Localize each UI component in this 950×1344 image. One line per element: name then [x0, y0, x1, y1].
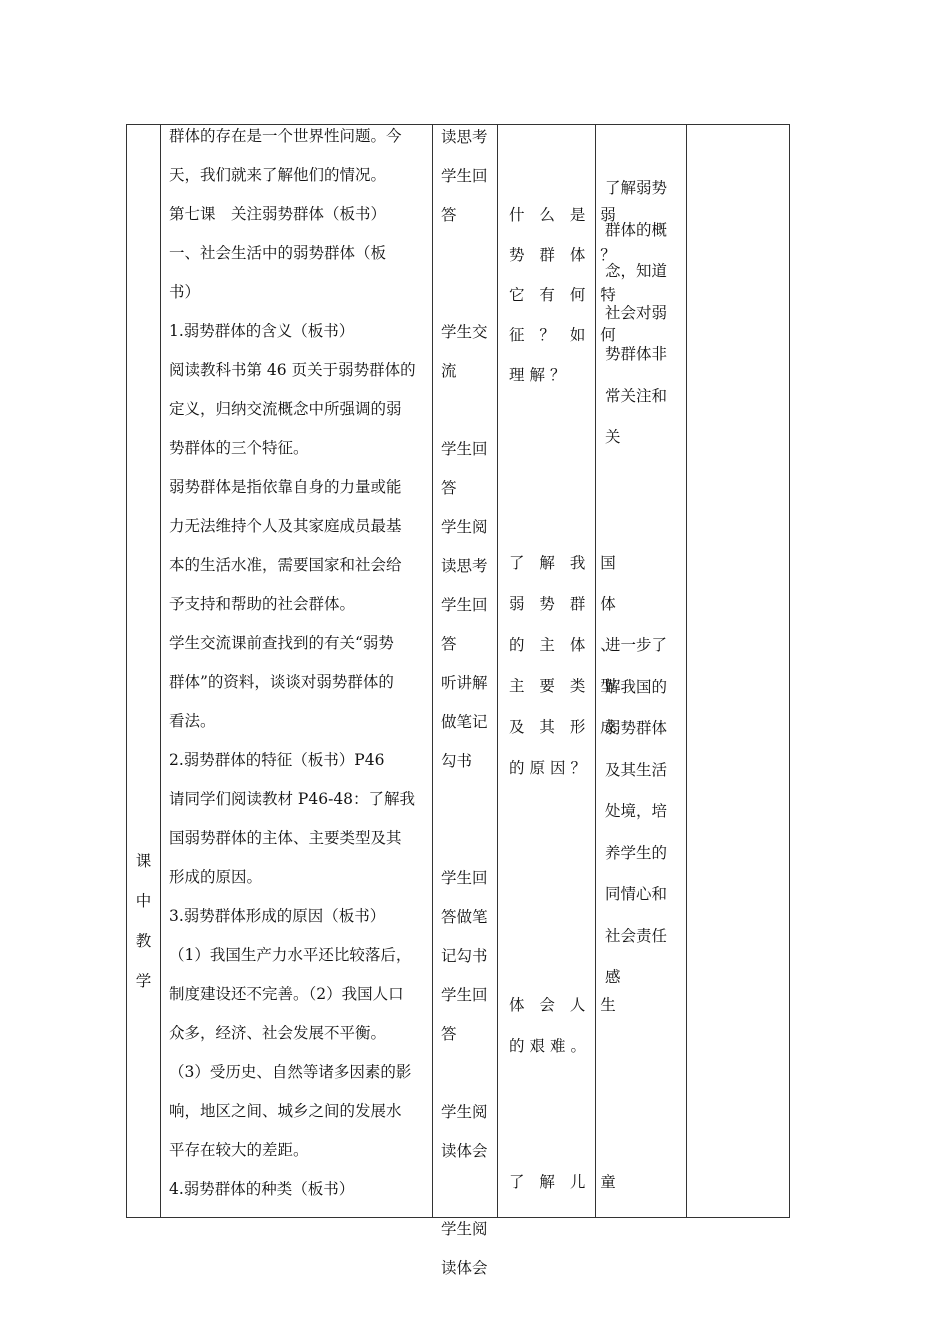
question-block [509, 195, 621, 395]
activity-line: 读体会 [441, 1259, 488, 1277]
goal-line: 感 [605, 968, 621, 986]
content-line: 2.弱势群体的特征（板书）P46 [169, 751, 385, 769]
content-line: 看法。 [169, 712, 216, 730]
activity-line [441, 1171, 497, 1210]
lesson-plan-table [126, 124, 790, 1277]
content-line: 制度建设还不完善。（2）我国人口 [169, 985, 404, 1003]
content-line: 众多，经济、社会发展不平衡。 [169, 1024, 387, 1042]
content-line: 予支持和帮助的社会群体。 [169, 595, 356, 613]
goal-line: 进一步了 [605, 636, 668, 654]
content-line: 形成的原因。 [169, 868, 263, 886]
activity-line: 学生阅 [441, 1103, 488, 1121]
question-line: 体 会 人 生 [509, 996, 621, 1014]
activity-line [441, 235, 497, 274]
goal-line: 及其生活 [605, 760, 668, 779]
question-block [509, 1162, 621, 1203]
activity-line [441, 1054, 497, 1093]
activity-line: 学生回 [441, 869, 488, 887]
content-line: 天，我们就来了解他们的情况。 [169, 166, 387, 184]
student-activity-column [441, 118, 497, 1288]
activity-line: 流 [441, 362, 457, 380]
content-line: 响，地区之间、城乡之间的发展水 [169, 1102, 402, 1120]
content-line: 1.弱势群体的含义（板书） [169, 322, 355, 340]
activity-line: 学生回 [441, 440, 488, 458]
content-line: （3）受历史、自然等诸多因素的影 [169, 1063, 412, 1081]
content-line: 请同学们阅读教材 P46-48：了解我 [169, 790, 416, 808]
goal-line: 了解弱势 [605, 179, 668, 197]
question-line: 征 ？ 如 何 [509, 326, 621, 344]
activity-line: 答 [441, 635, 457, 653]
activity-line: 记勾书 [441, 947, 488, 965]
content-line: 定义，归纳交流概念中所强调的弱 [169, 400, 402, 418]
question-line: 理解？ [509, 366, 571, 384]
goal-line: 同情心和 [605, 885, 668, 903]
question-block [509, 543, 621, 789]
teaching-content-column [169, 117, 429, 1209]
question-line: 弱 势 群 体 [509, 595, 621, 613]
content-line: 国弱势群体的主体、主要类型及其 [169, 829, 402, 847]
content-line: 势群体的三个特征。 [169, 439, 309, 457]
column-divider [432, 125, 433, 1217]
goal-block [605, 625, 685, 999]
activity-line: 读体会 [441, 1142, 488, 1160]
stage-char: 中 [135, 892, 152, 910]
activity-line: 学生回 [441, 986, 488, 1004]
question-line: 的 主 体 、 [509, 636, 621, 654]
question-line: 主 要 类 型 [509, 677, 621, 695]
goal-line: 常关注和 [605, 386, 668, 405]
stage-char: 教 [135, 932, 152, 950]
goal-line: 养学生的 [605, 843, 668, 862]
content-line: 第七课 关注弱势群体（板书） [169, 205, 387, 223]
stage-char: 学 [135, 972, 152, 990]
question-line: 的艰难。 [509, 1037, 592, 1055]
activity-line [441, 820, 497, 859]
activity-line: 做笔记 [441, 713, 488, 731]
question-block [509, 985, 621, 1067]
activity-line: 答 [441, 479, 457, 497]
goal-line: 弱势群体 [605, 719, 668, 737]
activity-line: 答 [441, 206, 457, 224]
goal-line: 社会责任 [605, 926, 668, 945]
activity-line: 读思考 [441, 557, 488, 575]
activity-line: 学生交 [441, 323, 488, 341]
content-line: 书） [169, 283, 201, 301]
question-line: 什 么 是 弱 [509, 206, 621, 224]
activity-line [441, 391, 497, 430]
activity-line: 听讲解 [441, 674, 488, 692]
question-line: 势 群 体 ？ [509, 246, 621, 264]
question-line: 了 解 儿 童 [509, 1173, 621, 1191]
activity-line: 答 [441, 1025, 457, 1043]
content-line: 本的生活水准，需要国家和社会给 [169, 556, 402, 574]
goal-line: 念，知道 [605, 262, 668, 280]
content-line: 学生交流课前查找到的有关“弱势 [169, 634, 394, 652]
goal-line: 关 [605, 428, 621, 446]
goal-line: 势群体非 [605, 345, 668, 363]
content-line: 一、社会生活中的弱势群体（板 [169, 244, 387, 262]
activity-line: 读思考 [441, 128, 488, 146]
goal-line: 处境，培 [605, 802, 668, 820]
activity-line: 学生回 [441, 596, 488, 614]
activity-line [441, 274, 497, 313]
activity-line [441, 781, 497, 820]
goal-line: 群体的概 [605, 220, 668, 239]
content-line: 平存在较大的差距。 [169, 1141, 309, 1159]
stage-label [127, 841, 160, 1001]
content-line: 力无法维持个人及其家庭成员最基 [169, 517, 402, 535]
question-line: 的原因？ [509, 759, 592, 777]
column-divider [686, 125, 687, 1217]
activity-line: 勾书 [441, 752, 473, 770]
question-line: 及 其 形 成 [509, 718, 621, 736]
activity-line: 答做笔 [441, 908, 488, 926]
content-line: （1）我国生产力水平还比较落后， [169, 946, 412, 964]
goal-block [605, 168, 685, 459]
column-divider [160, 125, 161, 1217]
goal-line: 解我国的 [605, 677, 668, 696]
content-line: 群体”的资料，谈谈对弱势群体的 [169, 673, 394, 691]
column-divider [497, 125, 498, 1217]
content-line: 弱势群体是指依靠自身的力量或能 [169, 478, 402, 496]
content-line: 4.弱势群体的种类（板书） [169, 1180, 355, 1198]
activity-line: 学生回 [441, 167, 488, 185]
activity-line: 学生阅 [441, 518, 488, 536]
content-line: 阅读教科书第 46 页关于弱势群体的 [169, 361, 416, 379]
stage-char: 课 [135, 852, 152, 870]
content-line: 群体的存在是一个世界性问题。今 [169, 127, 402, 145]
question-line: 了 解 我 国 [509, 554, 621, 572]
content-line: 3.弱势群体形成的原因（板书） [169, 907, 386, 925]
goal-line: 社会对弱 [605, 303, 668, 322]
activity-line: 学生阅 [441, 1220, 488, 1238]
question-line: 它 有 何 特 [509, 286, 621, 304]
